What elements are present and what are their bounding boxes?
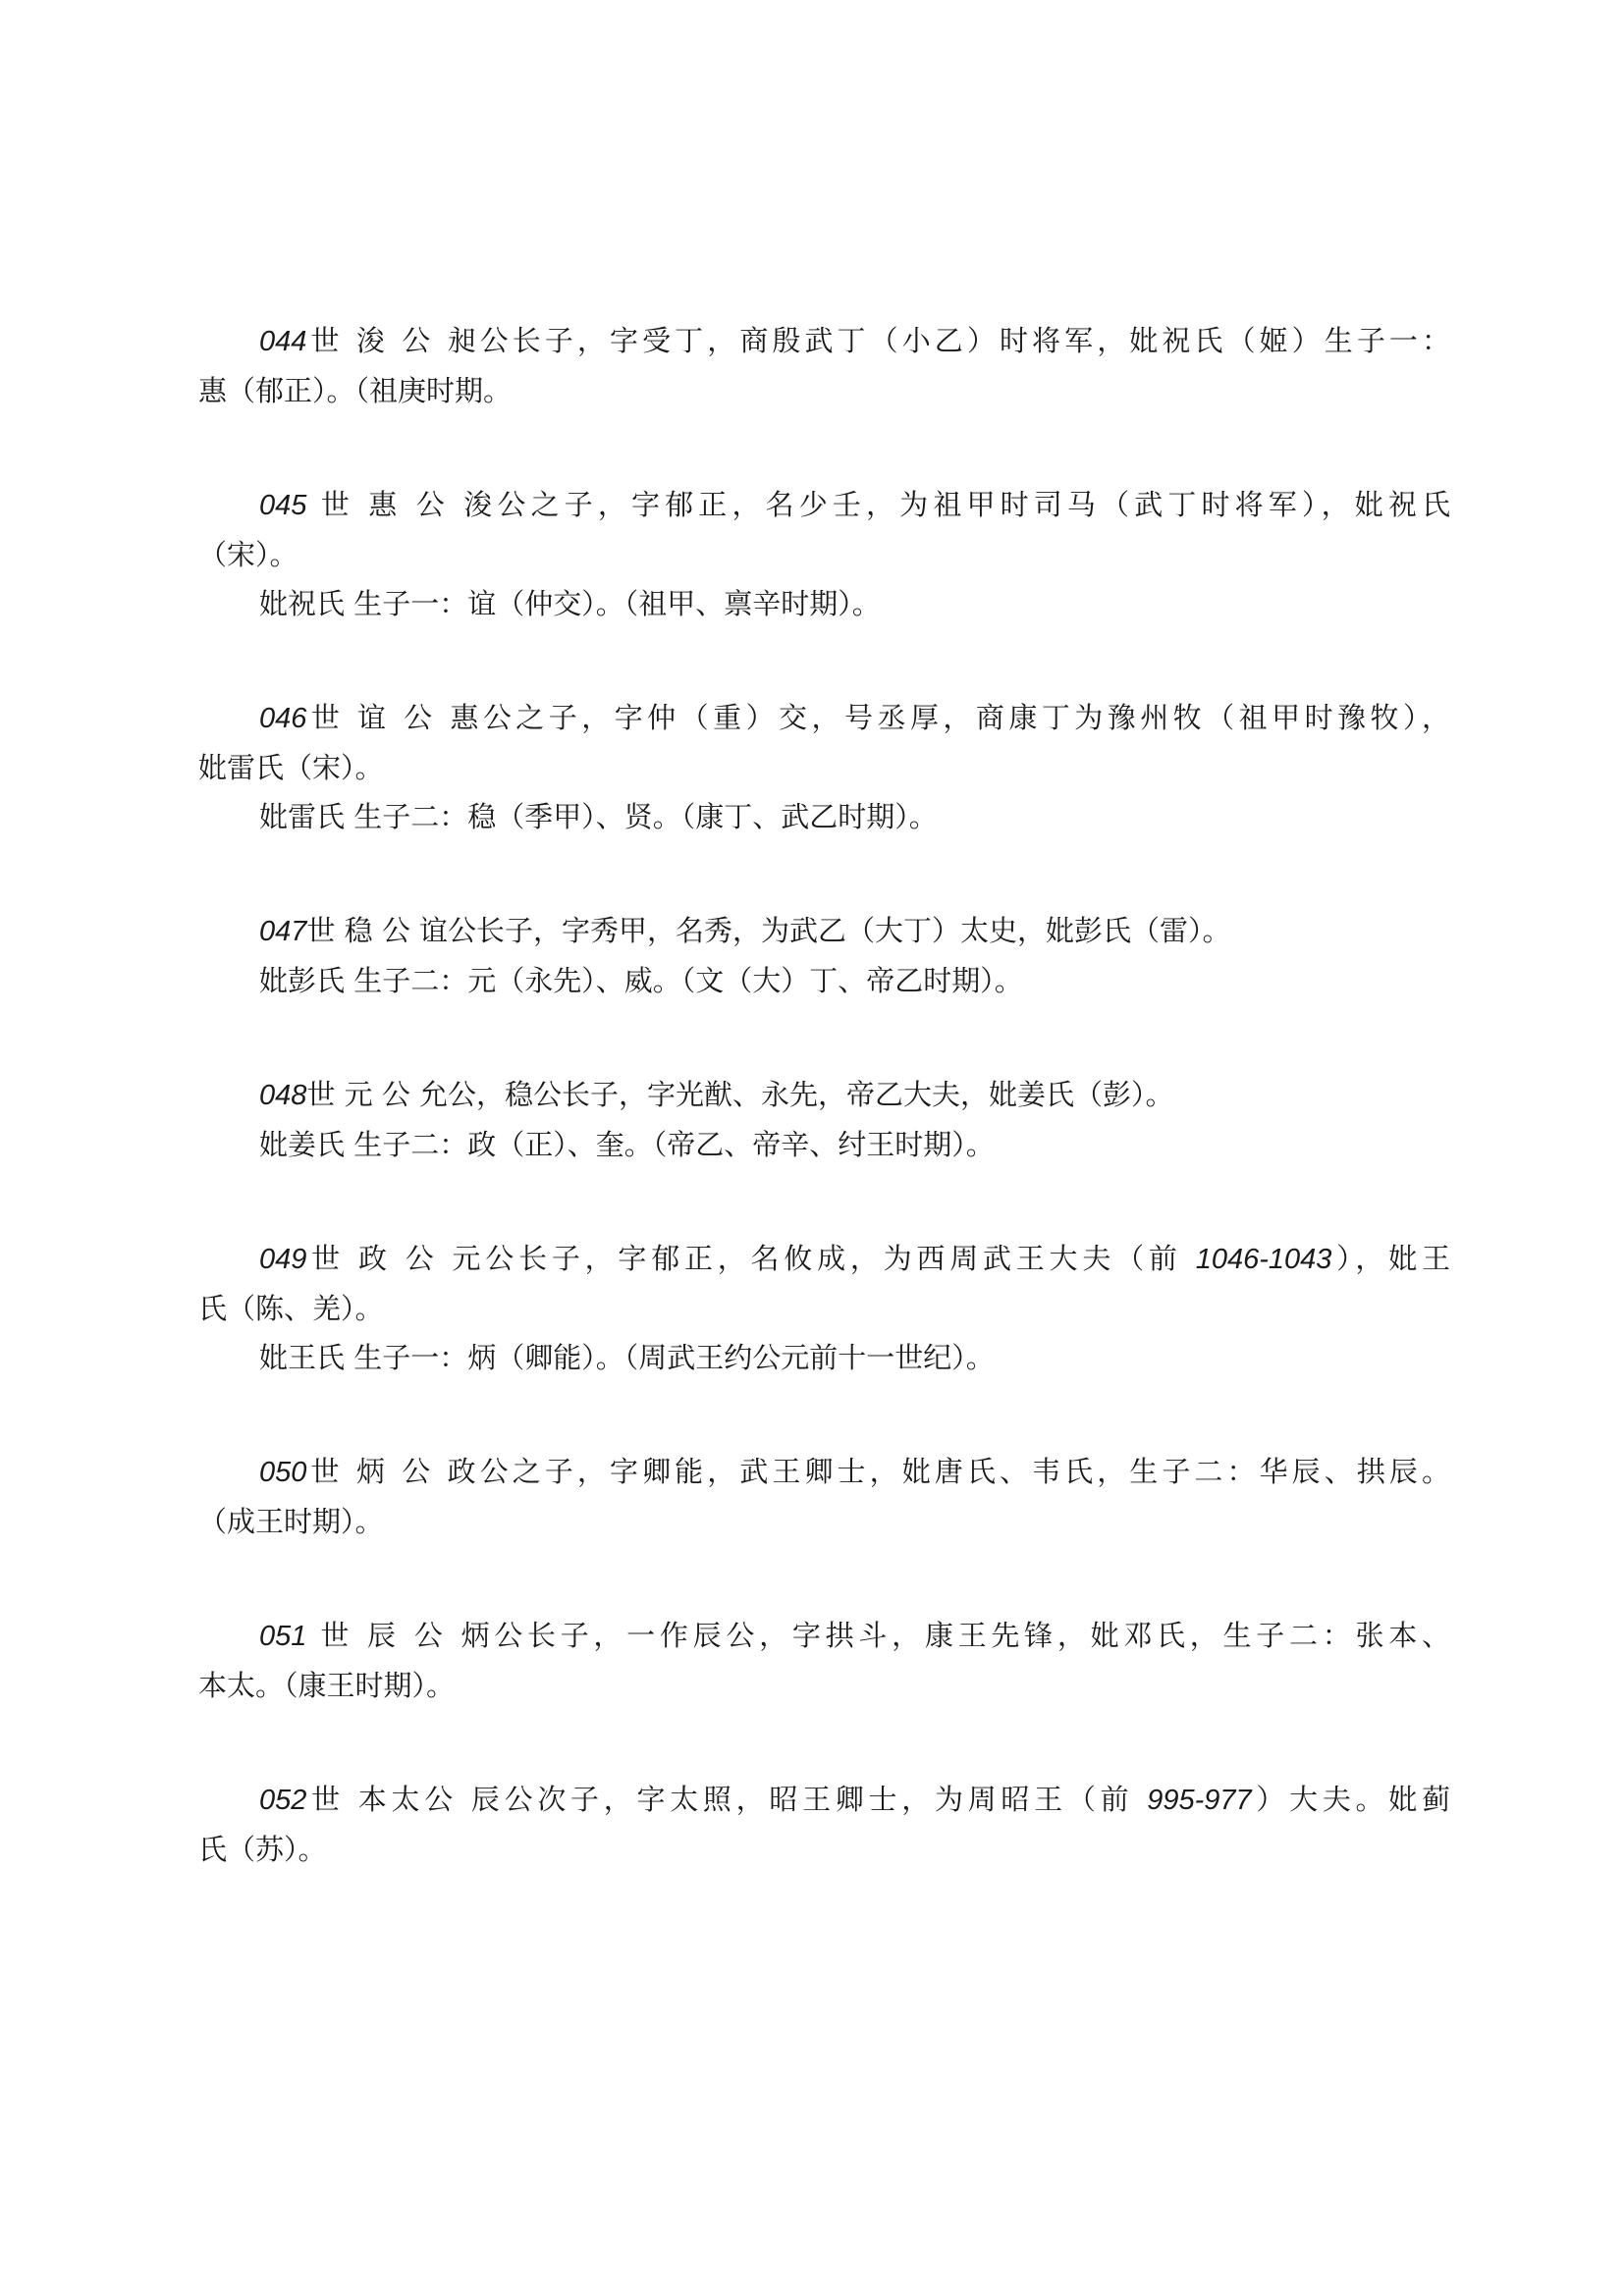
entry-continuation: 妣雷氏（宋）。 <box>198 751 384 784</box>
entry-first-line <box>198 906 1450 956</box>
entry-first-line <box>198 480 1450 530</box>
entry-continuation: 氏（陈、羌）。 <box>198 1292 384 1325</box>
entry-050 <box>198 1447 1450 1546</box>
spouse-line: 妣祝氏 生子一：谊（仲交）。（祖甲、禀辛时期）。 <box>259 587 881 620</box>
generation-number: 050 <box>259 1457 307 1488</box>
entry-text: 世 政 公 元公长子，字郁正，名攸成，为西周武王大夫（前 <box>306 1242 1196 1275</box>
year-range: 995-977 <box>1147 1785 1252 1816</box>
entry-first-line <box>198 316 1450 366</box>
entry-text: 世 惠 公 浚公之子，字郁正，名少壬，为祖甲时司马（武丁时将军），妣祝氏 <box>306 488 1450 521</box>
spouse-line: 妣雷氏 生子二：稳（季甲）、贤。（康丁、武乙时期）。 <box>259 800 938 833</box>
generation-number: 046 <box>259 703 307 734</box>
entry-continuation: 惠（郁正）。（祖庚时期。 <box>198 374 513 407</box>
entry-049 <box>198 1234 1450 1382</box>
entry-text: 世 本太公 辰公次子，字太照，昭王卿士，为周昭王（前 <box>306 1783 1148 1816</box>
entry-046 <box>198 693 1450 841</box>
generation-number: 048 <box>259 1080 307 1111</box>
entry-continuation: （成王时期）。 <box>198 1505 384 1538</box>
generation-number: 047 <box>259 916 307 947</box>
entry-first-line <box>198 1611 1450 1661</box>
entry-text: 世 炳 公 政公之子，字卿能，武王卿士，妣唐氏、韦氏，生子二：华辰、拱辰。 <box>306 1455 1450 1488</box>
entry-first-line <box>198 1775 1450 1825</box>
entry-first-line <box>198 1234 1450 1284</box>
entry-first-line <box>198 1447 1450 1497</box>
entry-continuation: 氏（苏）。 <box>198 1833 327 1866</box>
entry-text: 世 元 公 允公，稳公长子，字光猷、永先，帝乙大夫，妣姜氏（彭）。 <box>306 1078 1174 1111</box>
entry-first-line <box>198 1070 1450 1120</box>
entry-047 <box>198 906 1450 1005</box>
genealogy-text <box>198 316 1450 1939</box>
entry-052 <box>198 1775 1450 1874</box>
generation-number: 045 <box>259 490 307 521</box>
entry-044 <box>198 316 1450 415</box>
entry-text: 世 辰 公 炳公长子，一作辰公，字拱斗，康王先锋，妣邓氏，生子二：张本、 <box>306 1619 1450 1652</box>
entry-text-end: ），妣王 <box>1331 1242 1450 1275</box>
spouse-line: 妣王氏 生子一：炳（卿能）。（周武王约公元前十一世纪）。 <box>259 1341 995 1374</box>
entry-text-end: ）大夫。妣蓟 <box>1251 1783 1450 1816</box>
entry-continuation: （宋）。 <box>198 538 298 571</box>
year-range: 1046-1043 <box>1195 1244 1332 1275</box>
generation-number: 044 <box>259 326 307 357</box>
generation-number: 051 <box>259 1621 307 1652</box>
generation-number: 049 <box>259 1244 307 1275</box>
entry-048 <box>198 1070 1450 1169</box>
entry-text: 世 谊 公 惠公之子，字仲（重）交，号丞厚，商康丁为豫州牧（祖甲时豫牧）， <box>306 701 1450 734</box>
entry-045 <box>198 480 1450 628</box>
entry-text: 世 稳 公 谊公长子，字秀甲，名秀，为武乙（大丁）太史，妣彭氏（雷）。 <box>306 914 1231 947</box>
generation-number: 052 <box>259 1785 307 1816</box>
entry-first-line <box>198 693 1450 743</box>
spouse-line: 妣彭氏 生子二：元（永先）、威。（文（大）丁、帝乙时期）。 <box>259 964 1023 997</box>
entry-text: 世 浚 公 昶公长子，字受丁，商殷武丁（小乙）时将军，妣祝氏（姬）生子一： <box>306 324 1450 357</box>
spouse-line: 妣姜氏 生子二：政（正）、奎。（帝乙、帝辛、纣王时期）。 <box>259 1128 995 1161</box>
entry-051 <box>198 1611 1450 1710</box>
entry-continuation: 本太。（康王时期）。 <box>198 1669 456 1702</box>
